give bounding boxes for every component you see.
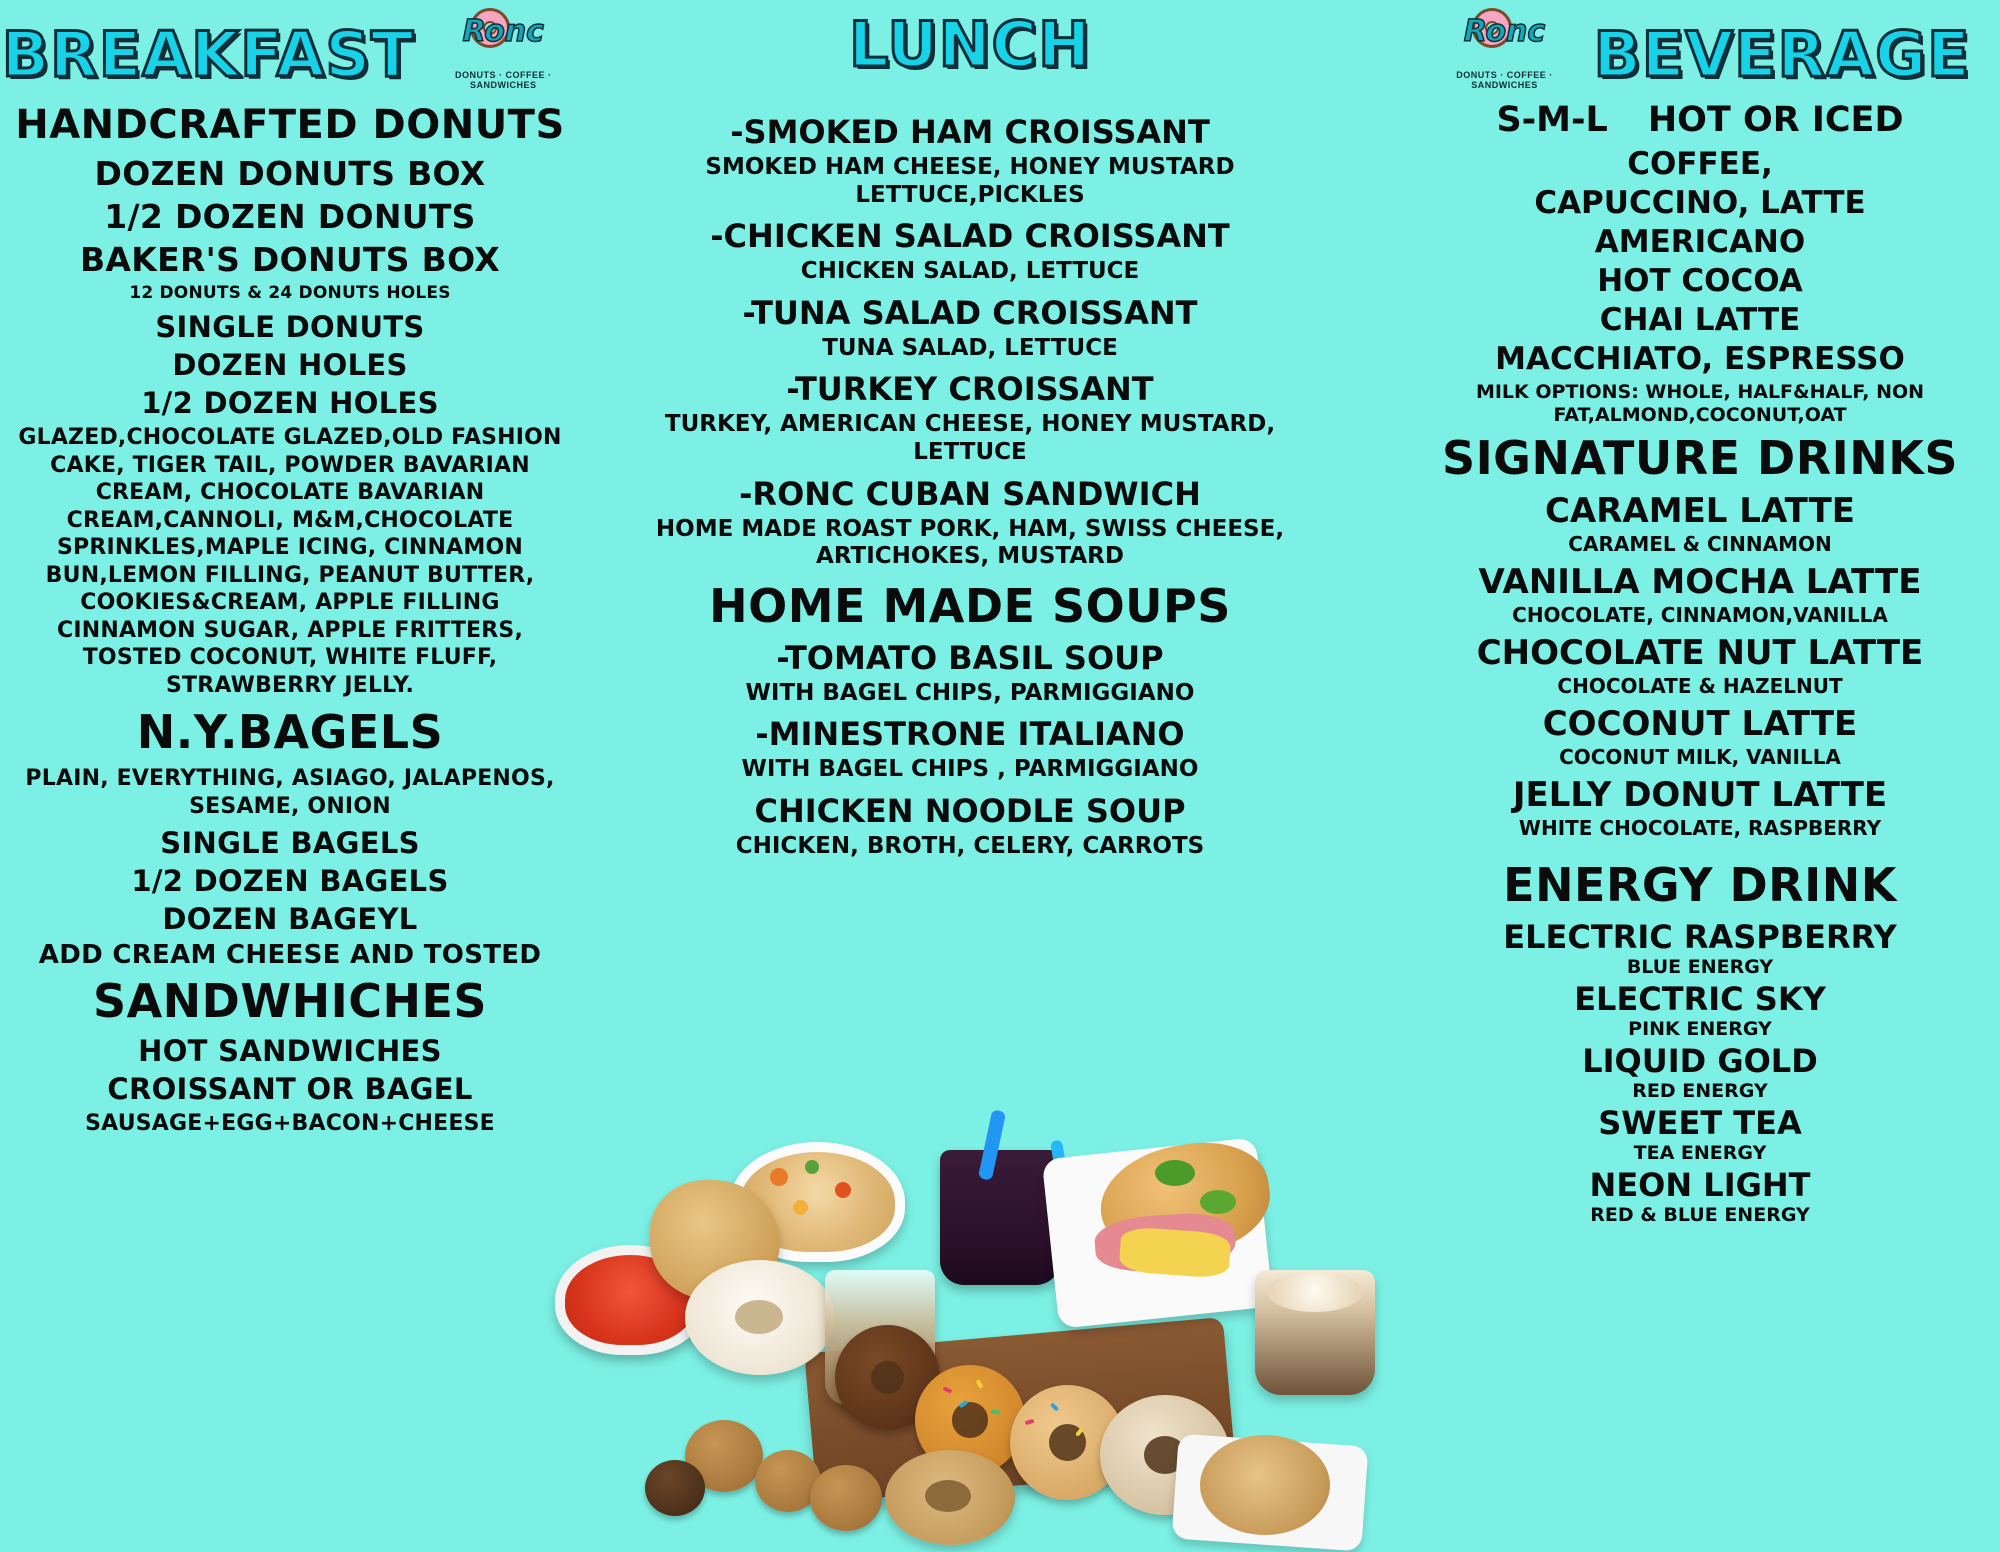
menu-item-desc: CHICKEN SALAD, LETTUCE [800, 258, 1140, 285]
menu-item: CARAMEL LATTE [1544, 490, 1856, 531]
menu-item: DOZEN HOLES [172, 348, 408, 383]
menu-item: CROISSANT OR BAGEL [107, 1072, 473, 1107]
menu-item: -TUNA SALAD CROISSANT [742, 293, 1198, 332]
menu-item-desc: HOME MADE ROAST PORK, HAM, SWISS CHEESE, ARTICHOKES, MUSTARD [655, 515, 1285, 570]
menu-item: HOT COCOA [1597, 263, 1803, 299]
size-temp-row [1408, 100, 1992, 140]
ronc-logo-left [428, 12, 578, 98]
sandwich-note: SAUSAGE+EGG+BACON+CHEESE [85, 1111, 495, 1137]
logo-wordmark: Ronc [1463, 14, 1546, 49]
menu-item: 1/2 DOZEN BAGELS [131, 864, 449, 899]
menu-item: COCONUT LATTE [1542, 703, 1858, 744]
soup-vegetable [770, 1168, 788, 1186]
food-photo-collage [555, 1120, 1455, 1545]
menu-item: CHICKEN NOODLE SOUP [754, 792, 1186, 831]
donut-flavors: GLAZED,CHOCOLATE GLAZED,OLD FASHION CAKE, TIGER TAIL, POWDER BAVARIAN CREAM, CHOCOLATE BAVARIAN CREAM,CANNOLI, M&M,CHOCOLATE SPRINKLES,MAPLE ICING, CINNAMON BUN,LEMON FILLING, PEANUT BUTTER, COOKIES&CREAM, APPLE FILLING CINNAMON SUGAR, APPLE FRITTERS, TOSTED COCONUT, WHITE FLUFF, STRAWBERRY JELLY. [18, 425, 562, 698]
logo-tagline: DONUTS · COFFEE · SANDWICHES [455, 70, 552, 90]
menu-item-desc: TEA ENERGY [1633, 1141, 1767, 1164]
menu-item: -RONC CUBAN SANDWICH [739, 474, 1201, 513]
menu-item-desc: WITH BAGEL CHIPS, PARMIGGIANO [745, 679, 1195, 706]
menu-item: JELLY DONUT LATTE [1512, 774, 1888, 815]
milk-options-note: MILK OPTIONS: WHOLE, HALF&HALF, NON FAT,ALMOND,COCONUT,OAT [1475, 381, 1925, 426]
menu-item: HOT SANDWICHES [138, 1034, 442, 1069]
menu-item: ELECTRIC SKY [1574, 979, 1826, 1018]
logo-tagline: DONUTS · COFFEE · SANDWICHES [1456, 70, 1553, 90]
donut-hole [645, 1460, 705, 1516]
logo-wordmark: Ronc [462, 14, 544, 49]
ronc-logo-right [1430, 12, 1580, 98]
menu-item: -SMOKED HAM CROISSANT [730, 113, 1210, 152]
pickle-slice [1200, 1190, 1236, 1214]
latte-foam [1267, 1272, 1363, 1312]
menu-item: SINGLE DONUTS [155, 310, 425, 345]
lunch-title: LUNCH [849, 8, 1091, 81]
sandwiches-heading: SANDWHICHES [92, 974, 488, 1029]
menu-item: 1/2 DOZEN HOLES [141, 386, 439, 421]
soups-heading: HOME MADE SOUPS [709, 578, 1231, 633]
menu-item-desc: CARAMEL & CINNAMON [1568, 531, 1832, 556]
soup-vegetable [793, 1200, 808, 1215]
menu-item: 1/2 DOZEN DONUTS [104, 197, 476, 236]
menu-item: DOZEN BAGEYL [162, 902, 418, 937]
bagel-hole [735, 1300, 783, 1334]
menu-item-desc: RED & BLUE ENERGY [1590, 1203, 1810, 1226]
soup-vegetable [805, 1160, 819, 1174]
menu-item: SINGLE BAGELS [160, 826, 420, 861]
iced-energy-drink [940, 1150, 1060, 1285]
menu-item-desc: WHITE CHOCOLATE, RASPBERRY [1518, 815, 1882, 840]
pickle-slice [1155, 1160, 1195, 1186]
menu-item: BAKER'S DONUTS BOX [79, 240, 501, 279]
breakfast-column [0, 0, 580, 1545]
menu-item: LIQUID GOLD [1582, 1041, 1818, 1080]
menu-item-desc: CHOCOLATE, CINNAMON,VANILLA [1512, 602, 1888, 627]
menu-item: COFFEE, [1627, 146, 1773, 182]
menu-item-desc: TUNA SALAD, LETTUCE [822, 334, 1118, 361]
menu-item: AMERICANO [1594, 224, 1806, 260]
menu-item-desc: COCONUT MILK, VANILLA [1559, 744, 1841, 769]
menu-item: -TURKEY CROISSANT [786, 370, 1154, 409]
beverage-title: BEVERAGE [1593, 18, 1971, 92]
menu-item: CAPUCCINO, LATTE [1534, 185, 1866, 221]
menu-item-desc: WITH BAGEL CHIPS , PARMIGGIANO [741, 756, 1199, 783]
menu-item: CHAI LATTE [1599, 302, 1801, 338]
menu-item: ELECTRIC RASPBERRY [1503, 917, 1897, 956]
bagels-heading: N.Y.BAGELS [136, 705, 444, 760]
menu-item: SWEET TEA [1598, 1103, 1802, 1142]
menu-item: VANILLA MOCHA LATTE [1478, 561, 1922, 602]
beverage-header [1408, 0, 1992, 98]
lunch-header [610, 0, 1330, 81]
menu-item: NEON LIGHT [1589, 1165, 1811, 1204]
donuts-heading: HANDCRAFTED DONUTS [15, 102, 565, 148]
sizes-label: S-M-L [1496, 100, 1608, 140]
menu-item: CHOCOLATE NUT LATTE [1476, 632, 1924, 673]
energy-drink-heading: ENERGY DRINK [1503, 857, 1897, 912]
temperature-label: HOT OR ICED [1647, 100, 1904, 140]
menu-item: MACCHIATO, ESPRESSO [1495, 341, 1905, 377]
bakers-box-note: 12 DONUTS & 24 DONUTS HOLES [129, 283, 451, 303]
soup-vegetable [835, 1182, 851, 1198]
menu-item: DOZEN DONUTS BOX [94, 154, 486, 193]
donut-hole [810, 1465, 882, 1531]
menu-item-desc: CHICKEN, BROTH, CELERY, CARROTS [735, 833, 1205, 860]
breakfast-title: BREAKFAST [1, 18, 415, 92]
signature-drinks-heading: SIGNATURE DRINKS [1441, 430, 1959, 485]
menu-item-desc: CHOCOLATE & HAZELNUT [1557, 673, 1843, 698]
menu-item-desc: SMOKED HAM CHEESE, HONEY MUSTARD LETTUCE,PICKLES [705, 154, 1235, 208]
menu-item-desc: RED ENERGY [1632, 1079, 1768, 1102]
menu-item-desc: PINK ENERGY [1628, 1017, 1772, 1040]
bagel-addon: ADD CREAM CHEESE AND TOSTED [38, 940, 542, 971]
menu-item: -CHICKEN SALAD CROISSANT [710, 217, 1230, 256]
beverage-column [1400, 0, 2000, 1545]
menu-item-desc: BLUE ENERGY [1626, 955, 1774, 978]
menu-item-desc: TURKEY, AMERICAN CHEESE, HONEY MUSTARD, LETTUCE [664, 411, 1276, 466]
breakfast-header [1, 0, 570, 98]
menu-item: -TOMATO BASIL SOUP [776, 638, 1164, 677]
menu-item: -MINESTRONE ITALIANO [755, 715, 1185, 754]
plain-bagel [1200, 1435, 1330, 1535]
bagel-hole [925, 1480, 971, 1512]
bagel-flavors: PLAIN, EVERYTHING, ASIAGO, JALAPENOS, SESAME, ONION [25, 766, 555, 819]
